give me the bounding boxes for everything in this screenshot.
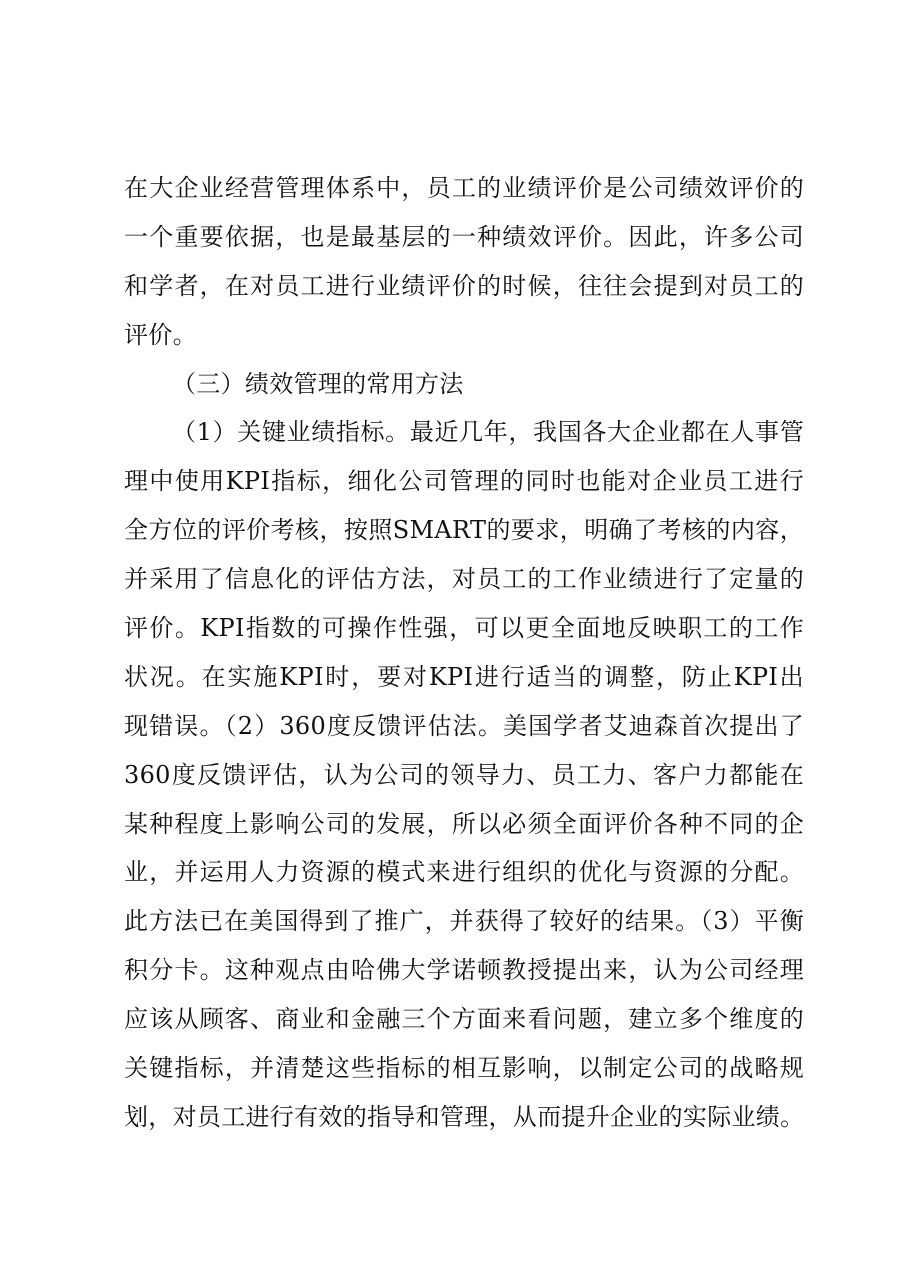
text-line: 积分卡。这种观点由哈佛大学诺顿教授提出来，认为公司经理 [124,956,804,985]
text-line: 理中使用KPI指标，细化公司管理的同时也能对企业员工进行 [124,467,804,496]
text-line: 应该从顾客、商业和金融三个方面来看问题，建立多个维度的 [124,1005,804,1034]
text-line: 业，并运用人力资源的模式来进行组织的优化与资源的分配。 [124,858,804,887]
text-line: 评价。KPI指数的可操作性强，可以更全面地反映职工的工作 [124,614,804,643]
text-line: 评价。 [124,320,197,349]
text-line: 和学者，在对员工进行业绩评价的时候，往往会提到对员工的 [124,271,804,300]
text-line: 一个重要依据，也是最基层的一种绩效评价。因此，许多公司 [124,222,804,251]
text-line: 现错误。（2）360度反馈评估法。美国学者艾迪森首次提出了 [124,711,804,740]
text-line: （1）关键业绩指标。最近几年，我国各大企业都在人事管 [172,418,804,447]
text-line: 此方法已在美国得到了推广，并获得了较好的结果。（3）平衡 [124,907,804,936]
section-heading: （三）绩效管理的常用方法 [172,369,464,398]
text-line: 某种程度上影响公司的发展，所以必须全面评价各种不同的企 [124,809,804,838]
text-line: 全方位的评价考核，按照SMART的要求，明确了考核的内容， [124,516,804,545]
text-line: 360度反馈评估，认为公司的领导力、员工力、客户力都能在 [124,760,804,789]
text-line: 关键指标，并清楚这些指标的相互影响，以制定公司的战略规 [124,1054,804,1083]
paragraph-1 [124,164,804,360]
text-line: 在大企业经营管理体系中，员工的业绩评价是公司绩效评价的 [124,174,804,202]
text-line: 状况。在实施KPI时，要对KPI进行适当的调整，防止KPI出 [124,662,804,691]
text-line: 并采用了信息化的评估方法，对员工的工作业绩进行了定量的 [124,565,804,594]
paragraph-2 [124,408,804,1141]
document-body [124,164,804,1142]
text-line: 划，对员工进行有效的指导和管理，从而提升企业的实际业绩。 [124,1102,804,1131]
